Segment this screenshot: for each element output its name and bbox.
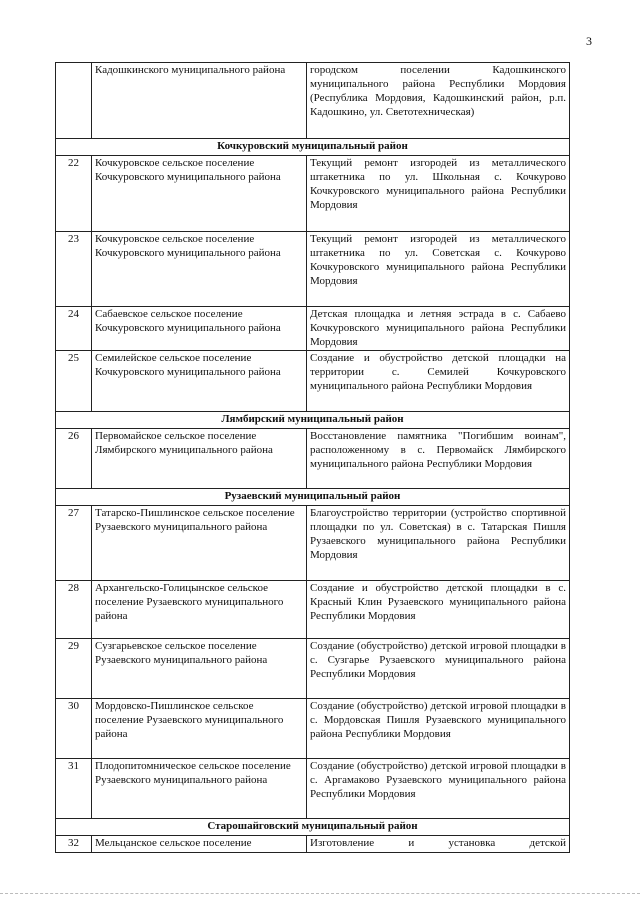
project-description: Создание (обустройство) детской игровой площадки в с. Сузгарье Рузаевского муниципального района Республики Мордовия <box>307 639 570 699</box>
project-description: Создание и обустройство детской площадки на территории с. Семилей Кочкуровского муниципального района Республики Мордовия <box>307 351 570 412</box>
project-description: Текущий ремонт изгородей из металлического штакетника по ул. Советская с. Кочкурово Кочкуровского муниципального района Республики Мордовия <box>307 232 570 307</box>
row-number: 29 <box>56 639 92 699</box>
table-row <box>56 699 570 759</box>
district-title: Лямбирский муниципальный район <box>56 412 570 429</box>
district-title: Рузаевский муниципальный район <box>56 489 570 506</box>
settlement-name: Сузгарьевское сельское поселение Рузаевского муниципального района <box>92 639 307 699</box>
table-row <box>56 639 570 699</box>
table-row <box>56 506 570 581</box>
row-number: 24 <box>56 307 92 351</box>
table-row <box>56 232 570 307</box>
district-header <box>56 139 570 156</box>
settlement-name: Кочкуровское сельское поселение Кочкуровского муниципального района <box>92 156 307 232</box>
projects-table <box>55 62 570 853</box>
table-row <box>56 836 570 853</box>
table-row <box>56 63 570 139</box>
table-row <box>56 429 570 489</box>
table-row <box>56 307 570 351</box>
page-number: 3 <box>586 34 592 48</box>
row-number: 22 <box>56 156 92 232</box>
table-row <box>56 759 570 819</box>
settlement-name: Кочкуровское сельское поселение Кочкуровского муниципального района <box>92 232 307 307</box>
row-number: 31 <box>56 759 92 819</box>
row-number: 27 <box>56 506 92 581</box>
row-number <box>56 63 92 139</box>
district-title: Кочкуровский муниципальный район <box>56 139 570 156</box>
project-description: Детская площадка и летняя эстрада в с. Сабаево Кочкуровского муниципального района Республики Мордовия <box>307 307 570 351</box>
project-description: Текущий ремонт изгородей из металлического штакетника по ул. Школьная с. Кочкурово Кочкуровского муниципального района Республики Мордовия <box>307 156 570 232</box>
settlement-name: Татарско-Пишлинское сельское поселение Рузаевского муниципального района <box>92 506 307 581</box>
district-title: Старошайговский муниципальный район <box>56 819 570 836</box>
district-header <box>56 489 570 506</box>
row-number: 23 <box>56 232 92 307</box>
project-description: Создание и обустройство детской площадки в с. Красный Клин Рузаевского муниципального района Республики Мордовия <box>307 581 570 639</box>
row-number: 26 <box>56 429 92 489</box>
project-description: Создание (обустройство) детской игровой площадки в с. Мордовская Пишля Рузаевского муниципального района Республики Мордовия <box>307 699 570 759</box>
table-row <box>56 581 570 639</box>
district-header <box>56 412 570 429</box>
district-header <box>56 819 570 836</box>
page-bottom-edge <box>0 893 640 894</box>
settlement-name: Кадошкинского муниципального района <box>92 63 307 139</box>
settlement-name: Архангельско-Голицынское сельское поселение Рузаевского муниципального района <box>92 581 307 639</box>
settlement-name: Мордовско-Пишлинское сельское поселение Рузаевского муниципального района <box>92 699 307 759</box>
row-number: 32 <box>56 836 92 853</box>
project-description: Создание (обустройство) детской игровой площадки в с. Аргамаково Рузаевского муниципального района Республики Мордовия <box>307 759 570 819</box>
project-description: городском поселении Кадошкинского муниципального района Республики Мордовия (Республика Мордовия, Кадошкинский район, р.п. Кадошкино, ул. Светотехническая) <box>307 63 570 139</box>
settlement-name: Сабаевское сельское поселение Кочкуровского муниципального района <box>92 307 307 351</box>
settlement-name: Мельцанское сельское поселение <box>92 836 307 853</box>
project-description: Восстановление памятника "Погибшим воинам", расположенному в с. Первомайск Лямбирского муниципального района Республики Мордовия <box>307 429 570 489</box>
row-number: 30 <box>56 699 92 759</box>
row-number: 28 <box>56 581 92 639</box>
project-description: Изготовление и установка детской <box>307 836 570 853</box>
project-description: Благоустройство территории (устройство спортивной площадки по ул. Советская) в с. Татарская Пишля Рузаевского муниципального района Республики Мордовия <box>307 506 570 581</box>
table-row <box>56 156 570 232</box>
row-number: 25 <box>56 351 92 412</box>
settlement-name: Плодопитомническое сельское поселение Рузаевского муниципального района <box>92 759 307 819</box>
settlement-name: Первомайское сельское поселение Лямбирского муниципального района <box>92 429 307 489</box>
table-row <box>56 351 570 412</box>
settlement-name: Семилейское сельское поселение Кочкуровского муниципального района <box>92 351 307 412</box>
